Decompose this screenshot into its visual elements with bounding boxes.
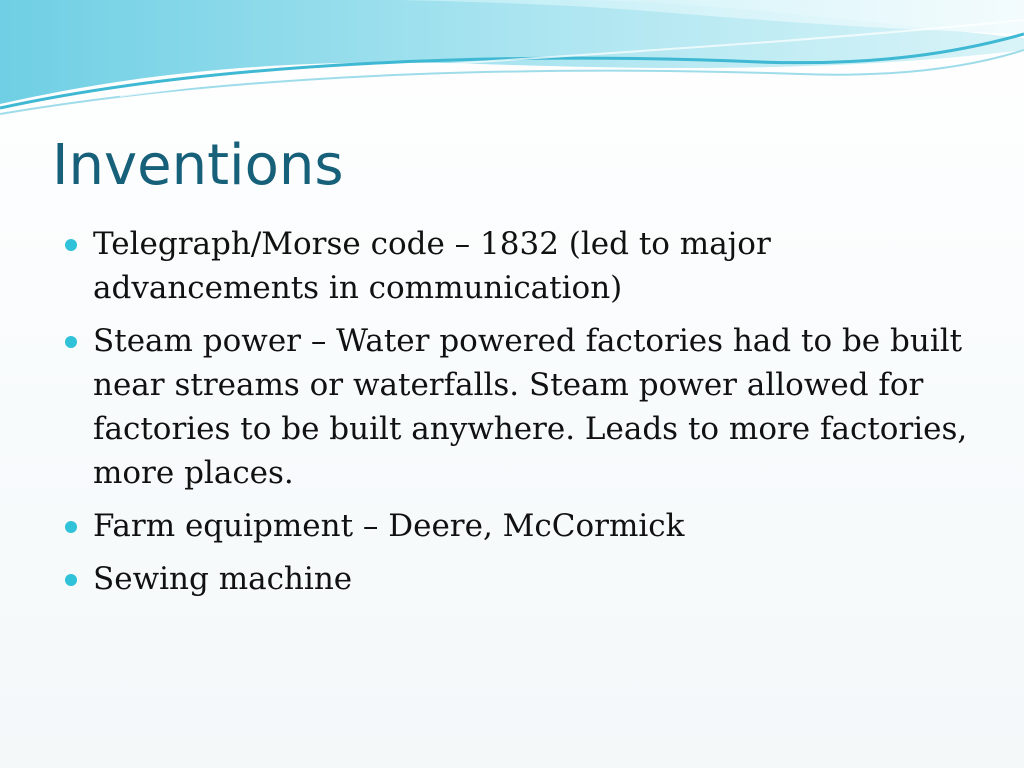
bullet-text: Sewing machine (93, 561, 353, 597)
bullet-text: Steam power – Water powered factories had to be built near streams or waterfalls. Steam power allowed for factories to be built anywhere. Leads to more factories, more places. (93, 323, 968, 491)
slide-title: Inventions (52, 133, 344, 198)
bullet-item (64, 319, 984, 495)
bullet-item (64, 222, 984, 310)
bullet-item (64, 504, 984, 548)
bullet-dot-icon (65, 239, 77, 251)
bullet-dot-icon (65, 521, 77, 533)
bullet-text: Farm equipment – Deere, McCormick (93, 508, 685, 544)
bullet-list (64, 222, 984, 610)
bullet-dot-icon (65, 574, 77, 586)
bullet-dot-icon (65, 336, 77, 348)
bullet-item (64, 557, 984, 601)
bullet-text: Telegraph/Morse code – 1832 (led to major advancements in communication) (93, 226, 771, 306)
wave-decoration (0, 0, 1024, 130)
